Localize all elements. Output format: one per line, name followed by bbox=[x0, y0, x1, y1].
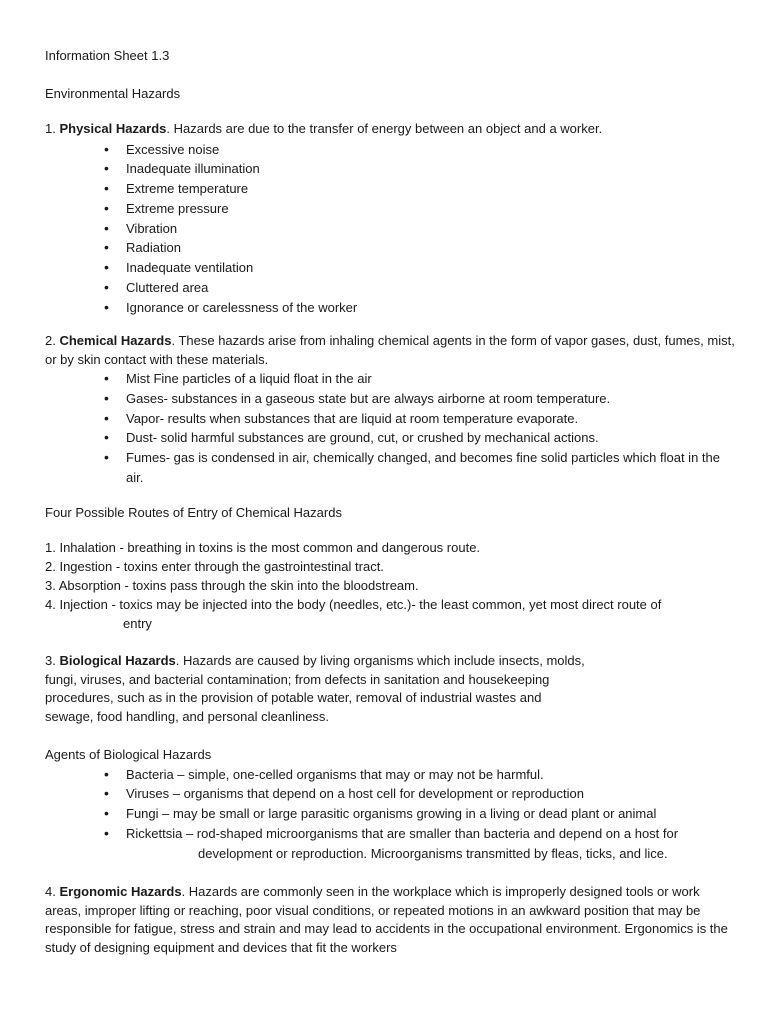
chemical-list bbox=[45, 369, 735, 488]
list-item: • Extreme temperature bbox=[45, 179, 735, 199]
list-item: • Excessive noise bbox=[45, 140, 735, 160]
list-item: • Viruses – organisms that depend on a host cell for development or reproduction bbox=[45, 784, 735, 804]
rickettsia-line-2: development or reproduction. Microorganisms transmitted by fleas, ticks, and lice. bbox=[198, 845, 668, 861]
list-item: • Dust- solid harmful substances are ground, cut, or crushed by mechanical actions. bbox=[45, 428, 735, 448]
list-item: • Extreme pressure bbox=[45, 199, 735, 219]
list-item: 3. Absorption - toxins pass through the skin into the bloodstream. bbox=[45, 578, 419, 593]
routes-section bbox=[45, 538, 735, 633]
list-item: • Radiation bbox=[45, 238, 735, 258]
biological-line-1 bbox=[45, 652, 735, 671]
list-item: • Vibration bbox=[45, 219, 735, 239]
biological-line-3: procedures, such as in the provision of potable water, removal of industrial wastes and bbox=[45, 690, 542, 705]
biological-num: 3. bbox=[45, 653, 56, 668]
chemical-intro bbox=[45, 332, 735, 369]
chemical-desc: . These hazards arise from inhaling chemical agents in the form of vapor gases, dust, fumes, mist, or by skin contact with these materials. bbox=[45, 333, 735, 367]
list-item: • Ignorance or carelessness of the worker bbox=[45, 298, 735, 318]
physical-term: Physical Hazards bbox=[59, 121, 167, 136]
biological-line-2: fungi, viruses, and bacterial contamination; from defects in sanitation and housekeeping bbox=[45, 671, 550, 687]
ergonomic-desc: . Hazards are commonly seen in the workplace which is improperly designed tools or work areas, improper lifting or reaching, poor visual conditions, or repeated motions in an awkward position that may be responsible for fatigue, stress and strain and may lead to accidents in the occupational environment. Ergonomics is the study of designing equipment and devices that fit the workers bbox=[45, 884, 728, 955]
list-item: • Bacteria – simple, one-celled organisms that may or may not be harmful. bbox=[45, 765, 735, 785]
biological-section bbox=[45, 652, 735, 726]
list-item: • Inadequate ventilation bbox=[45, 258, 735, 278]
rickettsia-line-1: Rickettsia – rod-shaped microorganisms that are smaller than bacteria and depend on a host for bbox=[126, 825, 679, 841]
list-item: • Mist Fine particles of a liquid float in the air bbox=[45, 369, 735, 389]
list-item: • Vapor- results when substances that are liquid at room temperature evaporate. bbox=[45, 409, 735, 429]
list-item bbox=[45, 824, 735, 864]
ergonomic-num: 4. bbox=[45, 884, 56, 899]
physical-intro bbox=[45, 120, 735, 139]
biological-line-4: sewage, food handling, and personal cleanliness. bbox=[45, 708, 330, 724]
physical-desc: . Hazards are due to the transfer of energy between an object and a worker. bbox=[166, 121, 603, 136]
routes-heading: Four Possible Routes of Entry of Chemical Hazards bbox=[45, 505, 342, 520]
physical-list bbox=[45, 140, 735, 318]
list-item: 2. Ingestion - toxins enter through the gastrointestinal tract. bbox=[45, 559, 384, 574]
list-item: 4. Injection - toxics may be injected into the body (needles, etc.)- the least common, yet most direct route of bbox=[45, 597, 662, 612]
list-item: • Fungi – may be small or large parasitic organisms growing in a living or dead plant or animal bbox=[45, 804, 735, 824]
ergonomic-intro bbox=[45, 883, 735, 957]
list-item: 1. Inhalation - breathing in toxins is the most common and dangerous route. bbox=[45, 540, 481, 555]
list-item: • Gases- substances in a gaseous state but are always airborne at room temperature. bbox=[45, 389, 735, 409]
chemical-section bbox=[45, 332, 735, 488]
ergonomic-section bbox=[45, 883, 735, 957]
sheet-title: Information Sheet 1.3 bbox=[45, 48, 170, 63]
physical-section bbox=[45, 120, 735, 318]
physical-num: 1. bbox=[45, 121, 56, 136]
chemical-term: Chemical Hazards bbox=[59, 333, 172, 348]
list-item-continuation: entry bbox=[123, 616, 152, 631]
biological-term: Biological Hazards bbox=[59, 653, 176, 668]
biological-desc: . Hazards are caused by living organisms which include insects, molds, bbox=[175, 653, 585, 668]
ergonomic-term: Ergonomic Hazards bbox=[59, 884, 182, 899]
agents-list bbox=[45, 765, 735, 824]
list-item: • Cluttered area bbox=[45, 278, 735, 298]
main-heading: Environmental Hazards bbox=[45, 86, 181, 101]
agents-heading: Agents of Biological Hazards bbox=[45, 747, 212, 762]
routes-list bbox=[45, 538, 735, 633]
list-item: • Inadequate illumination bbox=[45, 159, 735, 179]
agents-section bbox=[45, 746, 735, 863]
chemical-num: 2. bbox=[45, 333, 56, 348]
list-item: • Fumes- gas is condensed in air, chemically changed, and becomes fine solid particles which float in the air. bbox=[45, 448, 735, 488]
